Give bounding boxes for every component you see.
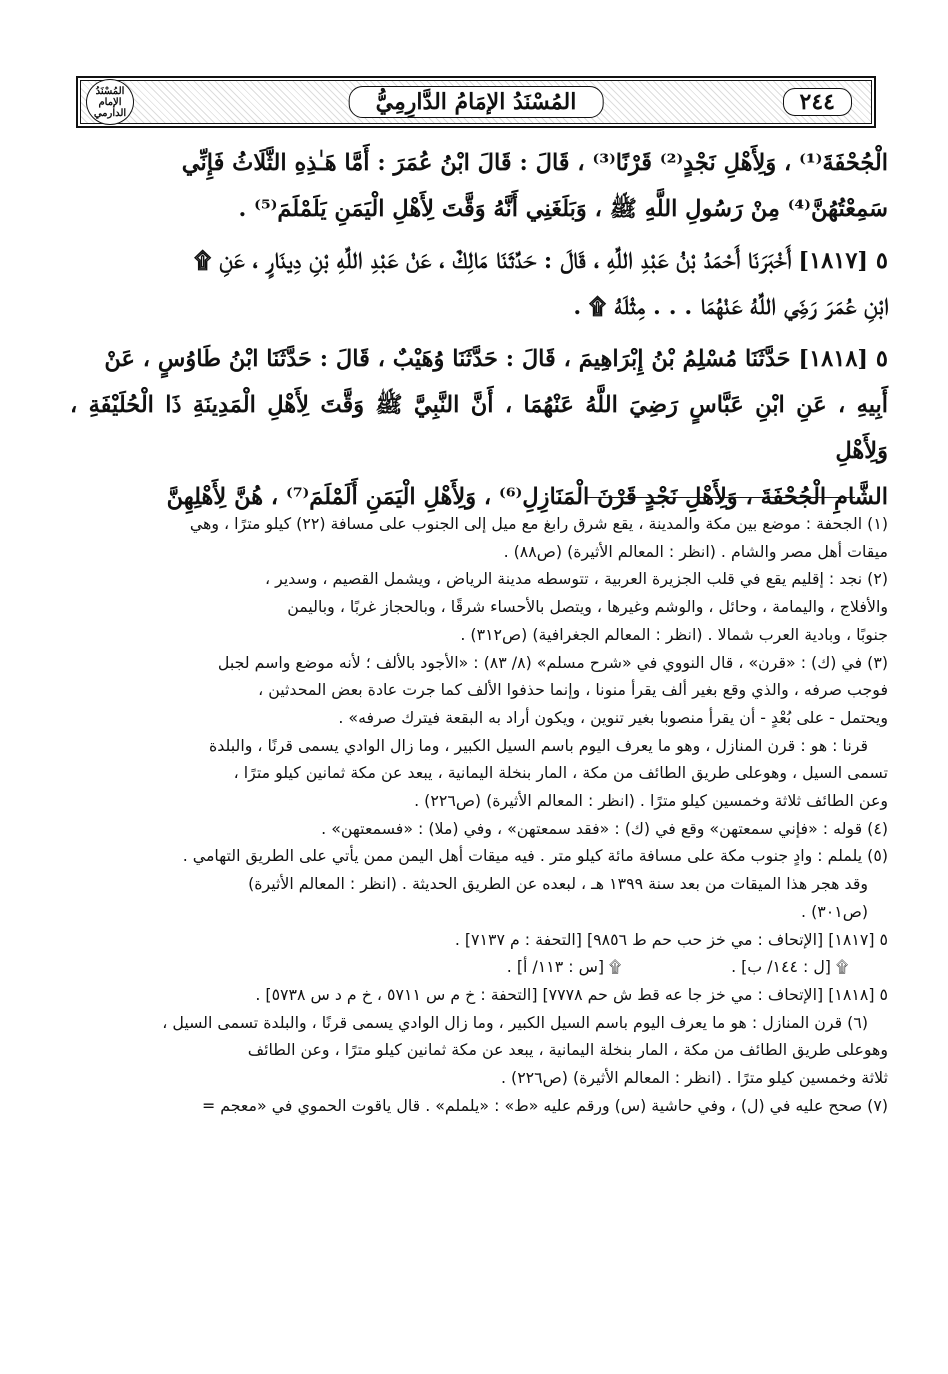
book-title: المُسْنَدُ الإمَامُ الدَّارِمِيُّ [349, 86, 604, 118]
reference-line: ٥ [١٨١٧] [الإتحاف : مي خز حب حم ط ٩٨٥٦] [التحفة : م ٧١٣٧] . [454, 929, 888, 949]
footnote-line: (٥) يلملم : وادٍ جنوب مكة على مسافة مائة كيلو متر . فيه ميقات أهل اليمن ممن يأتي على الطريق التهامي . [182, 846, 888, 866]
text-line: سَمِعْتُهُنَّ⁽⁴⁾ مِنْ رَسُولِ اللَّهِ ﷺ ، وَبَلَغَنِي أَنَّهُ وَقَّتَ لِأَهْلِ الْيَمَنِ يَلَمْلَمَ⁽⁵⁾ . [238, 196, 888, 222]
footnote-line: (ص٣٠١) . [801, 901, 868, 921]
footnote-line: وهوعلى طريق الطائف من مكة ، المار بنخلة اليمانية ، يبعد عن مكة ثمانين كيلو مترًا ، وعن الطائف [247, 1040, 888, 1060]
footnote-line: ثلاثة وخمسين كيلو مترًا . (انظر : المعالم الأثيرة) (ص٢٢٦) . [500, 1068, 888, 1088]
footnote-line: فوجب صرفه ، والذي وقع بغير ألف يقرأ منونا ، وإنما حذفوا الألف كما جرت عادة بعض المحدثين ، [258, 680, 888, 700]
reference-line: ٥ [١٨١٨] [الإتحاف : مي خز جا عه قط ش حم ٧٧٧٨] [التحفة : خ م س ٥٧١١ ، خ م د س ٥٧٣٨] . [255, 984, 888, 1004]
footnote-line: وقد هجر هذا الميقات من بعد سنة ١٣٩٩ هـ ، لبعده عن الطريق الحديثة . (انظر : المعالم الأثيرة) [248, 874, 868, 894]
hadith-1818-line: ٥ [١٨١٨] حَدَّثَنَا مُسْلِمُ بْنُ إِبْرَاهِيمَ ، قَالَ : حَدَّثَنَا وُهَيْبٌ ، قَالَ : حَدَّثَنَا ابْنُ طَاوُسٍ ، عَنْ [104, 346, 888, 372]
manuscript-ref: ۩ [ل : ١٤٤/ ب] . [731, 957, 848, 977]
manuscript-ref: ۩ [س : ١١٣/ أ] . [506, 957, 622, 977]
footnote-line: (٣) في (ك) : «قرن» ، قال النووي في «شرح مسلم» (٨/ ٨٣) : «الأجود بالألف ؛ لأنه موضع واسم لجبل [217, 652, 888, 672]
footnote-line: قرنا : هو : قرن المنازل ، وهو ما يعرف اليوم باسم السيل الكبير ، وما زال الوادي يسمى قرنًا ، والبلدة [208, 735, 868, 755]
footnote-line: (٧) صحح عليه في (ل) ، وفي حاشية (س) ورقم عليه «ط» : «يلملم» . قال ياقوت الحموي في «معجم = [201, 1095, 888, 1115]
footnote-line: وعن الطائف ثلاثة وخمسين كيلو مترًا . (انظر : المعالم الأثيرة) (ص٢٢٦) . [414, 791, 888, 811]
hadith-1818-line: أَبِيهِ ، عَنِ ابْنِ عَبَّاسٍ رَضِيَ اللَّهُ عَنْهُمَا ، أَنَّ النَّبِيَّ ﷺ وَقَّتَ لِأَهْلِ الْمَدِينَةِ ذَا الْحُلَيْفَةِ ، وَلِأَهْلِ [70, 392, 888, 464]
footnote-line: تسمى السيل ، وهوعلى طريق الطائف من مكة ، المار بنخلة اليمانية ، يبعد عن مكة ثمانين كيلو مترًا ، [233, 763, 888, 783]
footnotes [80, 510, 888, 1119]
page-header [76, 76, 876, 128]
emblem-text: المُسْنَدُ الإمام الدارمي [93, 85, 127, 119]
book-emblem [86, 79, 134, 125]
footnote-line: ويحتمل - على بُعْدٍ - أن يقرأ منصوبا بغير تنوين ، ويكون أراد به البقعة فيترك صرفه» . [338, 707, 888, 727]
footnote-line: والأفلاج ، واليمامة ، وحائل ، والوشم وغيرها ، ويتصل بالأحساء شرقًا ، وبالحجاز غربًا ، وباليمن [287, 597, 888, 617]
hadith-1818-line: الشَّامِ الْجُحْفَةَ ، وَلِأَهْلِ نَجْدٍ قَرْنَ الْمَنَازِلِ⁽⁶⁾ ، وَلِأَهْلِ الْيَمَنِ أَلَمْلَمَ⁽⁷⁾ ، هُنَّ لِأَهْلِهِنَّ [166, 484, 888, 510]
footnote-line: (١) الجحفة : موضع بين مكة والمدينة ، يقع شرق رابغ مع ميل إلى الجنوب على مسافة (٢٢) كيلو مترًا ، وهي [189, 514, 888, 533]
text-line: الْجُحْفَةَ⁽¹⁾ ، وَلِأَهْلِ نَجْدٍ⁽²⁾ قَرْنًا⁽³⁾ ، قَالَ : قَالَ ابْنُ عُمَرَ : أَمَّا هَـٰذِهِ الثَّلَاثُ فَإِنِّي [181, 150, 888, 176]
main-text [70, 140, 888, 520]
footnote-line: جنوبًا ، وبادية العرب شمالا . (انظر : المعالم الجغرافية) (ص٣١٢) . [460, 624, 888, 644]
hadith-1817-line: ٥ [١٨١٧] أَخْبَرَنَا أَحْمَدُ بْنُ عَبْدِ اللَّهِ ، قَالَ : حَدَّثَنَا مَالِكٌ ، عَنْ عَبْدِ اللَّهِ بْنِ دِينَارٍ ، عَنِ ۩ [194, 248, 888, 274]
footnote-line: (٢) نجد : إقليم يقع في قلب الجزيرة العربية ، تتوسطه مدينة الرياض ، ويشمل القصيم ، وسدير ، [264, 569, 888, 589]
page-number: ٢٤٤ [783, 88, 852, 116]
footnote-line: (٤) قوله : «فإني سمعتهن» وقع في (ك) : «فقد سمعتهن» ، وفي (ملا) : «فسمعتهن» . [321, 818, 888, 838]
hadith-1817-line: ابْنِ عُمَرَ رَضِيَ اللَّهُ عَنْهُمَا . . . مِثْلَهُ ۩ . [573, 294, 888, 320]
footnote-line: ميقات أهل مصر والشام . (انظر : المعالم الأثيرة) (ص٨٨) . [503, 541, 888, 561]
manuscript-refs [80, 953, 888, 981]
footnote-line: (٦) قرن المنازل : هو ما يعرف اليوم باسم السيل الكبير ، وما زال الوادي يسمى قرنًا ، والبلدة تسمى السيل ، [162, 1012, 868, 1032]
footnote-separator [585, 497, 855, 498]
